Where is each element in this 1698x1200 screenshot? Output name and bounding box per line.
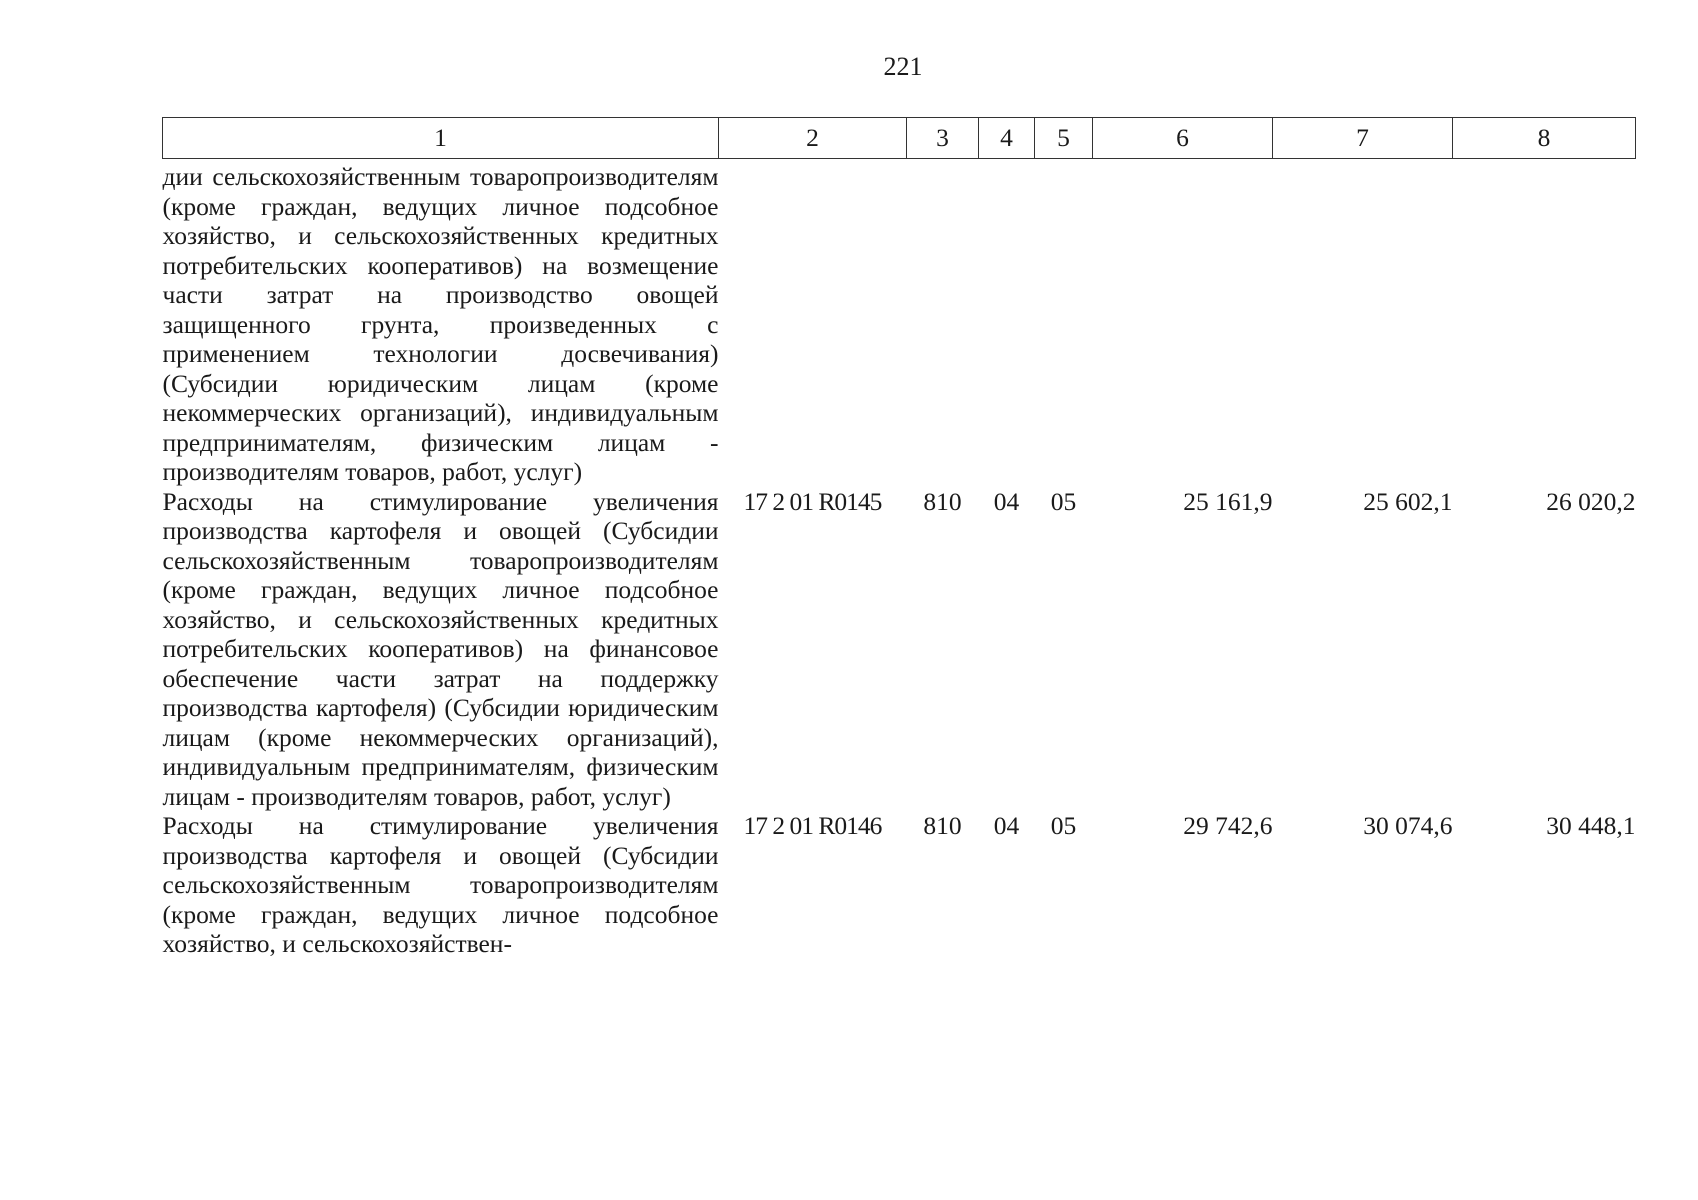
row-rz (979, 159, 1035, 487)
table-header-row (163, 118, 1636, 159)
row-sum-2: 25 602,1 (1363, 486, 1453, 516)
column-header: 7 (1273, 118, 1453, 159)
row-sum-3: 26 020,2 (1546, 486, 1636, 516)
page-number: 221 (883, 52, 923, 81)
row-sum-1: 25 161,9 (1183, 486, 1273, 516)
row-sum-3 (1453, 159, 1636, 487)
row-description: Расходы на стимулирование увеличения производства картофеля и овощей (Субсидии сельскохозяйственным товаропроизводителям (кроме граждан, ведущих личное подсобное хозяйство, и сельскохозяйствен- (162, 811, 719, 958)
row-pr (1035, 159, 1093, 487)
row-code (719, 159, 907, 487)
column-header: 4 (979, 118, 1035, 159)
row-sum-1 (1093, 159, 1273, 487)
row-rz: 04 (993, 811, 1020, 840)
row-sum-2 (1273, 159, 1453, 487)
column-header: 5 (1035, 118, 1093, 159)
row-code: 17 2 01 R0146 (743, 811, 882, 840)
table-row (163, 487, 1636, 812)
row-vr: 810 (923, 811, 962, 840)
table-row (163, 159, 1636, 487)
column-header: 2 (719, 118, 907, 159)
row-code: 17 2 01 R0145 (743, 486, 882, 516)
row-description: дии сельскохозяйственным товаропроизводителям (кроме граждан, ведущих личное подсобное хозяйство, и сельскохозяйственных кредитных потребительских кооперативов) на возмещение части затрат на производство овощей защищенного грунта, произведенных с применением технологии досвечивания) (Субсидии юридическим лицам (кроме некоммерческих организаций), индивидуальным предпринимателям, физическим лицам - производителям товаров, работ, услуг) (162, 162, 719, 486)
row-pr: 05 (1050, 486, 1077, 516)
budget-table (162, 117, 1636, 959)
row-rz: 04 (993, 486, 1020, 516)
row-pr: 05 (1050, 811, 1077, 840)
column-header: 6 (1093, 118, 1273, 159)
row-sum-3: 30 448,1 (1546, 811, 1636, 840)
column-header: 1 (163, 118, 719, 159)
column-header: 8 (1453, 118, 1636, 159)
row-sum-1: 29 742,6 (1183, 811, 1273, 840)
row-vr: 810 (923, 486, 962, 516)
table-row (163, 811, 1636, 959)
row-description: Расходы на стимулирование увеличения производства картофеля и овощей (Субсидии сельскохозяйственным товаропроизводителям (кроме граждан, ведущих личное подсобное хозяйство, и сельскохозяйственных кредитных потребительских кооперативов) на финансовое обеспечение части затрат на поддержку производства картофеля) (Субсидии юридическим лицам (кроме некоммерческих организаций), индивидуальным предпринимателям, физическим лицам - производителям товаров, работ, услуг) (162, 486, 719, 811)
column-header: 3 (907, 118, 979, 159)
row-vr (907, 159, 979, 487)
row-sum-2: 30 074,6 (1363, 811, 1453, 840)
